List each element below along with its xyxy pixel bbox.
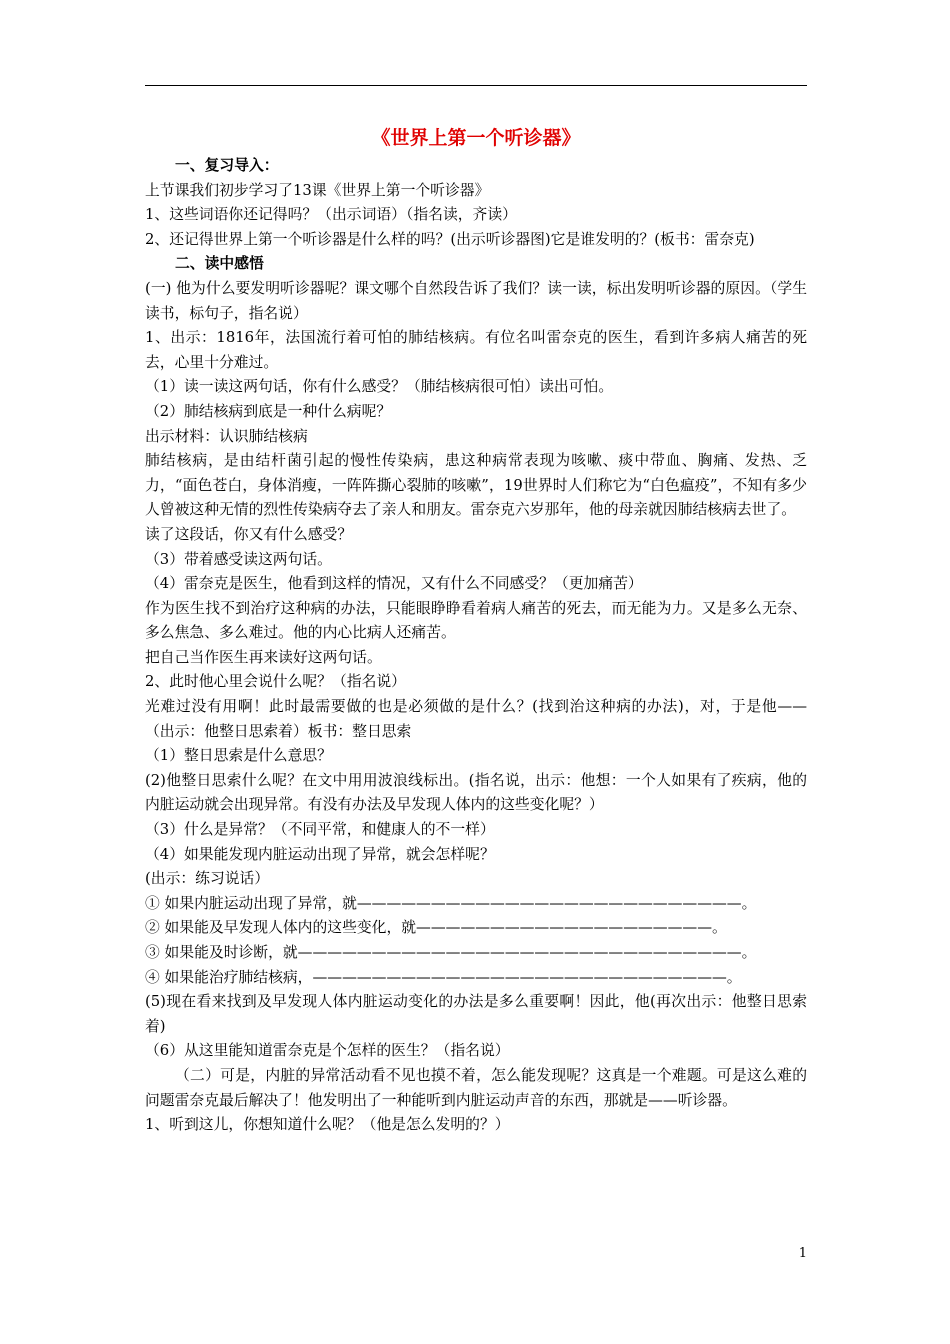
paragraph: (一) 他为什么要发明听诊器呢？课文哪个自然段告诉了我们？读一读，标出发明听诊器的原因。（学生读书，标句子，指名说） (145, 279, 807, 322)
paragraph: 2、此时他心里会说什么呢？（指名说） (145, 673, 406, 691)
paragraph: （6）从这里能知道雷奈克是个怎样的医生？（指名说） (145, 1042, 510, 1060)
paragraph: (出示：练习说话） (145, 870, 270, 888)
paragraph: 2、还记得世界上第一个听诊器是什么样的吗？(出示听诊器图)它是谁发明的？(板书：雷奈克) (145, 230, 755, 248)
paragraph: （4）如果能发现内脏运动出现了异常，就会怎样呢？ (145, 845, 495, 863)
paragraph: ② 如果能及早发现人体内的这些变化，就————————————————————。 (145, 919, 727, 937)
header-rule (145, 85, 807, 86)
paragraph: (5)现在看来找到及早发现人体内脏运动变化的办法是多么重要啊！因此，他(再次出示：他整日思索着) (145, 993, 807, 1035)
document-body (145, 122, 807, 1138)
paragraph: 1、听到这儿，你想知道什么呢？（他是怎么发明的？） (145, 1116, 510, 1134)
section-heading: 二、读中感悟 (175, 255, 264, 273)
paragraph: （4）雷奈克是医生，他看到这样的情况，又有什么不同感受？（更加痛苦） (145, 575, 643, 593)
paragraph: 1、这些词语你还记得吗？（出示词语）（指名读，齐读） (145, 206, 517, 224)
page-number: 1 (798, 1246, 807, 1261)
paragraph: ① 如果内脏运动出现了异常，就——————————————————————————。 (145, 894, 757, 912)
paragraph: (2)他整日思索什么呢？在文中用用波浪线标出。(指名说，出示：他想：一个人如果有了疾病，他的内脏运动就会出现异常。有没有办法及早发现人体内的这些变化呢？） (145, 771, 807, 814)
paragraph: （二）可是，内脏的异常活动看不见也摸不着，怎么能发现呢？这真是一个难题。可是这么难的问题雷奈克最后解决了！他发明出了一种能听到内脏运动声音的东西，那就是——听诊器。 (145, 1066, 807, 1109)
paragraph: （1）读一读这两句话，你有什么感受？（肺结核病很可怕）读出可怕。 (145, 378, 614, 396)
paragraph: 把自己当作医生再来读好这两句话。 (145, 648, 382, 666)
paragraph: 作为医生找不到治疗这种病的办法，只能眼睁睁看着病人痛苦的死去，而无能为力。又是多么无奈、多么焦急、多么难过。他的内心比病人还痛苦。 (145, 599, 807, 642)
section-heading: 一、复习导入： (175, 157, 279, 174)
paragraph: 上节课我们初步学习了13课《世界上第一个听诊器》 (145, 181, 490, 199)
paragraph: 肺结核病，是由结杆菌引起的慢性传染病，患这种病常表现为咳嗽、痰中带血、胸痛、发热、乏力，“面色苍白，身体消瘦，一阵阵撕心裂肺的咳嗽”，19世界时人们称它为“白色瘟疫”，不知有多少人曾被这种无情的烈性传染病夺去了亲人和朋友。雷奈克六岁那年，他的母亲就因肺结核病去世了。 (145, 452, 807, 519)
paragraph: ④ 如果能治疗肺结核病，————————————————————————————。 (145, 968, 742, 986)
paragraph: 1、出示：1816年，法国流行着可怕的肺结核病。有位名叫雷奈克的医生，看到许多病人痛苦的死去，心里十分难过。 (145, 329, 807, 371)
document-lines (145, 154, 807, 1138)
paragraph: （1）整日思索是什么意思？ (145, 747, 332, 765)
paragraph: ③ 如果能及时诊断，就——————————————————————————————。 (145, 944, 757, 961)
document-title: 《世界上第一个听诊器》 (371, 127, 581, 149)
paragraph: 读了这段话，你又有什么感受？ (145, 525, 353, 543)
paragraph: 出示材料：认识肺结核病 (145, 427, 308, 445)
paragraph: 光难过没有用啊！此时最需要做的也是必须做的是什么？(找到治这种病的办法)，对，于是他——（出示：他整日思索着）板书：整日思索 (145, 698, 807, 740)
paragraph: （3）什么是异常？（不同平常，和健康人的不一样） (145, 821, 495, 839)
paragraph: （3）带着感受读这两句话。 (145, 550, 332, 568)
paragraph: （2）肺结核病到底是一种什么病呢？ (145, 402, 392, 420)
